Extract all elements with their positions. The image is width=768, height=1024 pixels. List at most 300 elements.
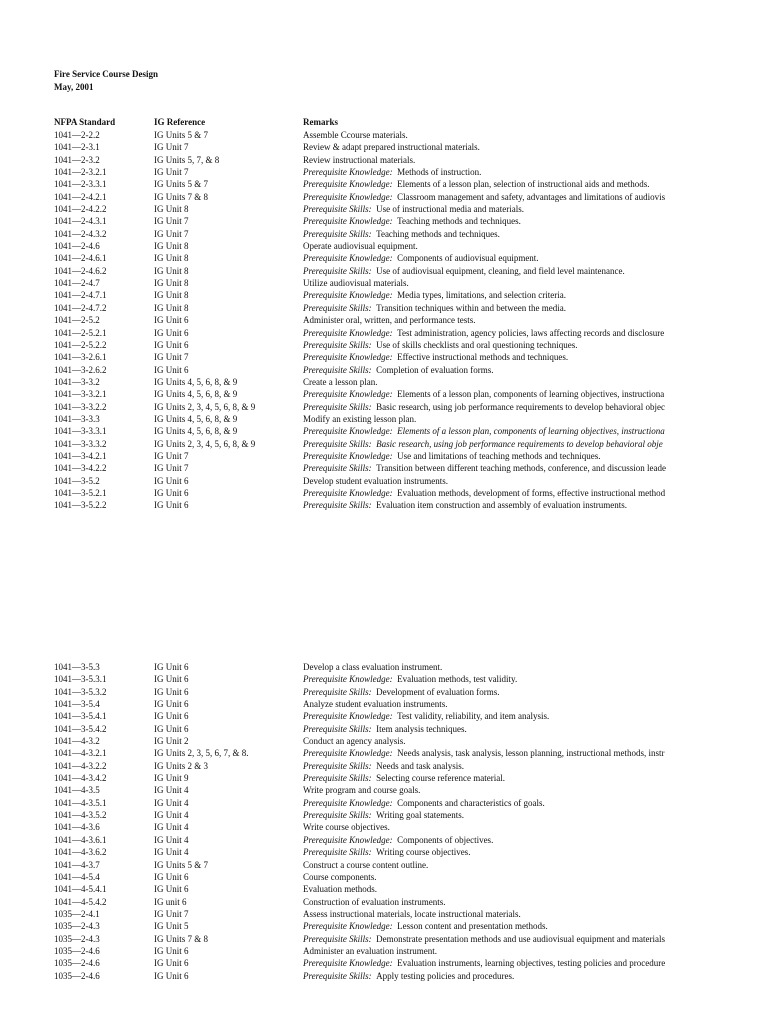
reference-cell: IG Units 5 & 7 (154, 130, 208, 140)
table-row (0, 191, 768, 203)
standard-cell: 1041—3-3.2.1 (54, 389, 107, 400)
table-top (0, 129, 768, 512)
remarks-cell (303, 673, 693, 685)
remarks-cell (303, 203, 693, 215)
standard-cell: 1041—3-5.4 (54, 699, 100, 710)
table-row (0, 388, 768, 400)
reference-cell: IG Unit 6 (154, 958, 189, 969)
remarks-lead: Prerequisite Skills: (303, 500, 372, 511)
table-row (0, 215, 768, 227)
standard-cell: 1041—4-3.5 (54, 785, 100, 796)
reference-cell: IG Unit 4 (154, 834, 189, 845)
table-row (0, 401, 768, 413)
remarks-cell (303, 289, 693, 301)
remarks-lead: Prerequisite Knowledge: (303, 426, 393, 437)
reference-cell: IG Unit 7 (154, 216, 189, 227)
table-row (0, 327, 768, 339)
remarks-text: Evaluation item construction and assembly of evaluation instruments. (376, 500, 628, 511)
remarks-text: Transition techniques within and between the media. (376, 302, 566, 313)
remarks-text: Teaching methods and techniques. (397, 216, 521, 227)
remarks-text: Selecting course reference material. (376, 773, 506, 784)
remarks-lead: Prerequisite Skills: (303, 302, 372, 313)
remarks-cell (303, 265, 693, 277)
reference-cell: IG Unit 6 (154, 364, 189, 375)
document-title: Fire Service Course Design (54, 69, 159, 79)
reference-cell: IG Units 7 & 8 (154, 191, 208, 202)
standard-cell: 1041—2-4.2.1 (54, 191, 107, 202)
header-remarks: Remarks (303, 117, 338, 127)
remarks-cell (303, 240, 693, 252)
standard-cell: 1041—4-5.4.2 (54, 896, 107, 907)
remarks-text: Elements of a lesson plan, components of learning objectives, instructiona (397, 389, 665, 400)
table-row (0, 289, 768, 301)
remarks-cell (303, 710, 693, 722)
reference-cell: IG Unit 6 (154, 662, 189, 672)
remarks-lead: Prerequisite Skills: (303, 204, 372, 215)
remarks-cell (303, 154, 693, 166)
reference-cell: IG Unit 8 (154, 290, 189, 301)
remarks-text: Item analysis techniques. (376, 723, 467, 734)
remarks-cell (303, 252, 693, 264)
remarks-lead: Prerequisite Knowledge: (303, 834, 393, 845)
reference-cell: IG Unit 6 (154, 686, 189, 697)
standard-cell: 1041—4-3.6 (54, 822, 100, 833)
table-row (0, 772, 768, 784)
table-row (0, 351, 768, 363)
standard-cell: 1041—4-3.6.1 (54, 834, 107, 845)
standard-cell: 1041—3-2.6.1 (54, 352, 107, 363)
table-row (0, 462, 768, 474)
remarks-text: Use of instructional media and materials. (376, 204, 525, 215)
standard-cell: 1041—4-3.6.2 (54, 847, 107, 858)
table-row (0, 228, 768, 240)
remarks-cell (303, 388, 693, 400)
standard-cell: 1041—2-3.1 (54, 142, 100, 153)
remarks-lead: Prerequisite Knowledge: (303, 450, 393, 461)
remarks-cell (303, 277, 693, 289)
remarks-cell (303, 735, 693, 747)
table-row (0, 413, 768, 425)
remarks-text: Test administration, agency policies, laws affecting records and disclosure (397, 327, 665, 338)
remarks-lead: Prerequisite Knowledge: (303, 179, 393, 190)
reference-cell: IG Unit 7 (154, 463, 189, 474)
remarks-lead: Prerequisite Skills: (303, 265, 372, 276)
reference-cell: IG Units 2, 3, 4, 5, 6, 8, & 9 (154, 401, 256, 412)
standard-cell: 1041—3-3.3.2 (54, 438, 107, 449)
remarks-lead: Prerequisite Knowledge: (303, 191, 393, 202)
standard-cell: 1041—3-5.4.1 (54, 711, 107, 722)
remarks-cell (303, 376, 693, 388)
remarks-text: Construct a course content outline. (303, 859, 429, 870)
remarks-lead: Prerequisite Skills: (303, 463, 372, 474)
header-reference: IG Reference (154, 117, 206, 127)
reference-cell: IG Unit 9 (154, 773, 189, 784)
remarks-lead: Prerequisite Knowledge: (303, 167, 393, 178)
remarks-text: Assess instructional materials, locate instructional materials. (303, 908, 521, 919)
remarks-text: Develop student evaluation instruments. (303, 475, 448, 486)
remarks-cell (303, 871, 693, 883)
remarks-cell (303, 425, 693, 437)
reference-cell: IG Unit 7 (154, 167, 189, 178)
remarks-lead: Prerequisite Knowledge: (303, 352, 393, 363)
standard-cell: 1041—2-4.3.1 (54, 216, 107, 227)
table-row (0, 871, 768, 883)
remarks-cell (303, 661, 693, 673)
remarks-text: Writing course objectives. (376, 847, 471, 858)
remarks-text: Elements of a lesson plan, components of learning objectives, instructiona (397, 426, 665, 437)
table-row (0, 859, 768, 871)
remarks-lead: Prerequisite Skills: (303, 401, 372, 412)
table-row (0, 339, 768, 351)
remarks-text: Writing goal statements. (376, 810, 464, 821)
table-row (0, 277, 768, 289)
table-row (0, 784, 768, 796)
table-row (0, 957, 768, 969)
remarks-text: Evaluation methods, development of forms, effective instructional method (397, 487, 666, 498)
table-row (0, 141, 768, 153)
remarks-cell (303, 191, 693, 203)
remarks-text: Modify an existing lesson plan. (303, 413, 417, 424)
remarks-text: Evaluation instruments, learning objectives, testing policies and procedure (397, 958, 666, 969)
remarks-text: Teaching methods and techniques. (376, 228, 500, 239)
standard-cell: 1041—4-5.4.1 (54, 884, 107, 895)
remarks-lead: Prerequisite Knowledge: (303, 711, 393, 722)
standard-cell: 1041—2-4.2.2 (54, 204, 107, 215)
table-row (0, 933, 768, 945)
remarks-cell (303, 933, 693, 945)
remarks-cell (303, 129, 693, 141)
remarks-lead: Prerequisite Skills: (303, 438, 372, 449)
remarks-text: Classroom management and safety, advantages and limitations of audiovis (397, 191, 666, 202)
standard-cell: 1041—2-4.6.2 (54, 265, 107, 276)
reference-cell: IG Units 2, 3, 5, 6, 7, & 8. (154, 748, 249, 759)
table-row (0, 710, 768, 722)
reference-cell: IG Units 2, 3, 4, 5, 6, 8, & 9 (154, 438, 256, 449)
table-row (0, 821, 768, 833)
remarks-text: Apply testing policies and procedures. (376, 970, 515, 981)
table-row (0, 154, 768, 166)
reference-cell: IG Unit 8 (154, 278, 189, 289)
document-date: May, 2001 (54, 82, 94, 92)
standard-cell: 1041—3-5.2 (54, 475, 100, 486)
reference-cell: IG Unit 8 (154, 302, 189, 313)
remarks-cell (303, 215, 693, 227)
remarks-cell (303, 698, 693, 710)
standard-cell: 1041—3-3.2 (54, 376, 100, 387)
table-row (0, 760, 768, 772)
remarks-lead: Prerequisite Skills: (303, 723, 372, 734)
reference-cell: IG Unit 6 (154, 871, 189, 882)
reference-cell: IG Unit 8 (154, 265, 189, 276)
table-row (0, 302, 768, 314)
remarks-text: Review & adapt prepared instructional materials. (303, 142, 480, 153)
remarks-cell (303, 302, 693, 314)
reference-cell: IG Unit 6 (154, 339, 189, 350)
standard-cell: 1041—2-3.2.1 (54, 167, 107, 178)
standard-cell: 1041—2-5.2.1 (54, 327, 107, 338)
remarks-lead: Prerequisite Skills: (303, 970, 372, 981)
reference-cell: IG Unit 6 (154, 711, 189, 722)
remarks-text: Operate audiovisual equipment. (303, 241, 418, 252)
table-row (0, 797, 768, 809)
table-row (0, 723, 768, 735)
remarks-cell (303, 747, 693, 759)
standard-cell: 1035—2-4.3 (54, 933, 100, 944)
reference-cell: IG Unit 4 (154, 847, 189, 858)
table-row (0, 475, 768, 487)
table-row (0, 883, 768, 895)
table-bottom (0, 661, 768, 982)
standard-cell: 1035—2-4.6 (54, 958, 100, 969)
table-row (0, 908, 768, 920)
standard-cell: 1041—3-5.4.2 (54, 723, 107, 734)
remarks-text: Use and limitations of teaching methods and techniques. (397, 450, 601, 461)
reference-cell: IG Unit 6 (154, 327, 189, 338)
remarks-text: Course components. (303, 871, 377, 882)
standard-cell: 1041—3-5.3 (54, 662, 100, 672)
remarks-cell (303, 908, 693, 920)
reference-cell: IG Units 4, 5, 6, 8, & 9 (154, 426, 238, 437)
remarks-text: Administer an evaluation instrument. (303, 945, 437, 956)
remarks-text: Elements of a lesson plan, selection of instructional aids and methods. (397, 179, 650, 190)
remarks-lead: Prerequisite Skills: (303, 686, 372, 697)
reference-cell: IG Unit 8 (154, 241, 189, 252)
remarks-lead: Prerequisite Knowledge: (303, 253, 393, 264)
reference-cell: IG Units 4, 5, 6, 8, & 9 (154, 389, 238, 400)
header-standard: NFPA Standard (54, 117, 116, 127)
remarks-lead: Prerequisite Knowledge: (303, 674, 393, 685)
remarks-cell (303, 401, 693, 413)
reference-cell: IG Unit 5 (154, 921, 189, 932)
reference-cell: IG Units 4, 5, 6, 8, & 9 (154, 376, 238, 387)
table-row (0, 314, 768, 326)
table-row (0, 487, 768, 499)
table-row (0, 166, 768, 178)
remarks-cell (303, 314, 693, 326)
reference-cell: IG Unit 8 (154, 204, 189, 215)
reference-cell: IG Unit 6 (154, 674, 189, 685)
remarks-text: Needs analysis, task analysis, lesson planning, instructional methods, instr (397, 748, 665, 759)
standard-cell: 1041—4-3.5.2 (54, 810, 107, 821)
table-row (0, 425, 768, 437)
standard-cell: 1035—2-4.3 (54, 921, 100, 932)
remarks-text: Use of audiovisual equipment, cleaning, and field level maintenance. (376, 265, 625, 276)
standard-cell: 1035—2-4.6 (54, 970, 100, 981)
standard-cell: 1041—3-5.3.1 (54, 674, 107, 685)
reference-cell: IG Unit 6 (154, 723, 189, 734)
remarks-text: Components of objectives. (397, 834, 494, 845)
remarks-lead: Prerequisite Skills: (303, 760, 372, 771)
remarks-lead: Prerequisite Skills: (303, 810, 372, 821)
remarks-lead: Prerequisite Knowledge: (303, 216, 393, 227)
remarks-text: Write course objectives. (303, 822, 390, 833)
remarks-cell (303, 859, 693, 871)
reference-cell: IG Unit 6 (154, 475, 189, 486)
reference-cell: IG Unit 4 (154, 797, 189, 808)
table-row (0, 450, 768, 462)
table-row (0, 698, 768, 710)
standard-cell: 1035—2-4.1 (54, 908, 100, 919)
reference-cell: IG unit 6 (154, 896, 187, 907)
table-row (0, 735, 768, 747)
standard-cell: 1041—3-5.2.2 (54, 500, 107, 511)
remarks-text: Conduct an agency analysis. (303, 736, 406, 747)
remarks-text: Methods of instruction. (397, 167, 482, 178)
table-row (0, 438, 768, 450)
remarks-text: Development of evaluation forms. (376, 686, 500, 697)
remarks-cell (303, 141, 693, 153)
remarks-cell (303, 920, 693, 932)
standard-cell: 1041—4-3.2.1 (54, 748, 107, 759)
table-row (0, 920, 768, 932)
table-row (0, 673, 768, 685)
remarks-cell (303, 487, 693, 499)
remarks-cell (303, 723, 693, 735)
remarks-cell (303, 364, 693, 376)
remarks-text: Effective instructional methods and techniques. (397, 352, 569, 363)
reference-cell: IG Unit 4 (154, 785, 189, 796)
remarks-cell (303, 797, 693, 809)
table-row (0, 834, 768, 846)
standard-cell: 1041—3-3.3 (54, 413, 100, 424)
remarks-text: Use of skills checklists and oral questioning techniques. (376, 339, 578, 350)
remarks-text: Construction of evaluation instruments. (303, 896, 446, 907)
standard-cell: 1041—4-3.4.2 (54, 773, 107, 784)
remarks-text: Evaluation methods. (303, 884, 377, 895)
standard-cell: 1041—2-3.3.1 (54, 179, 107, 190)
reference-cell: IG Unit 7 (154, 142, 189, 153)
remarks-lead: Prerequisite Knowledge: (303, 327, 393, 338)
standard-cell: 1041—2-4.6.1 (54, 253, 107, 264)
remarks-cell (303, 945, 693, 957)
standard-cell: 1041—2-5.2.2 (54, 339, 107, 350)
reference-cell: IG Unit 7 (154, 908, 189, 919)
standard-cell: 1041—3-4.2.1 (54, 450, 107, 461)
remarks-text: Assemble Ccourse materials. (303, 130, 408, 140)
remarks-text: Completion of evaluation forms. (376, 364, 494, 375)
remarks-cell (303, 686, 693, 698)
remarks-text: Components and characteristics of goals. (397, 797, 545, 808)
reference-cell: IG Unit 7 (154, 352, 189, 363)
standard-cell: 1041—2-3.2 (54, 154, 100, 165)
table-row (0, 747, 768, 759)
remarks-lead: Prerequisite Skills: (303, 773, 372, 784)
reference-cell: IG Units 7 & 8 (154, 933, 208, 944)
remarks-text: Transition between different teaching methods, conference, and discussion leade (376, 463, 666, 474)
remarks-cell (303, 327, 693, 339)
remarks-cell (303, 834, 693, 846)
remarks-text: Basic research, using job performance requirements to develop behavioral obje (376, 438, 663, 449)
standard-cell: 1041—2-4.7 (54, 278, 100, 289)
remarks-cell (303, 957, 693, 969)
remarks-text: Develop a class evaluation instrument. (303, 662, 443, 672)
standard-cell: 1041—3-2.6.2 (54, 364, 107, 375)
remarks-cell (303, 450, 693, 462)
remarks-cell (303, 339, 693, 351)
remarks-cell (303, 462, 693, 474)
reference-cell: IG Unit 4 (154, 810, 189, 821)
remarks-lead: Prerequisite Knowledge: (303, 487, 393, 498)
remarks-cell (303, 809, 693, 821)
table-row (0, 970, 768, 982)
table-row (0, 178, 768, 190)
remarks-text: Evaluation methods, test validity. (397, 674, 518, 685)
remarks-cell (303, 351, 693, 363)
remarks-lead: Prerequisite Knowledge: (303, 921, 393, 932)
table-row (0, 129, 768, 141)
remarks-lead: Prerequisite Knowledge: (303, 797, 393, 808)
standard-cell: 1041—3-4.2.2 (54, 463, 107, 474)
reference-cell: IG Units 5 & 7 (154, 859, 208, 870)
remarks-lead: Prerequisite Skills: (303, 933, 372, 944)
standard-cell: 1041—2-4.7.2 (54, 302, 107, 313)
reference-cell: IG Unit 2 (154, 736, 189, 747)
remarks-cell (303, 846, 693, 858)
remarks-cell (303, 760, 693, 772)
remarks-text: Components of audiovisual equipment. (397, 253, 539, 264)
standard-cell: 1041—4-5.4 (54, 871, 100, 882)
table-row (0, 265, 768, 277)
reference-cell: IG Units 5, 7, & 8 (154, 154, 220, 165)
standard-cell: 1041—3-5.2.1 (54, 487, 107, 498)
remarks-cell (303, 821, 693, 833)
remarks-cell (303, 499, 693, 511)
reference-cell: IG Unit 6 (154, 945, 189, 956)
remarks-cell (303, 475, 693, 487)
remarks-text: Media types, limitations, and selection criteria. (397, 290, 567, 301)
remarks-lead: Prerequisite Skills: (303, 364, 372, 375)
remarks-lead: Prerequisite Skills: (303, 228, 372, 239)
remarks-cell (303, 413, 693, 425)
table-row (0, 376, 768, 388)
remarks-text: Write program and course goals. (303, 785, 421, 796)
remarks-text: Analyze student evaluation instruments. (303, 699, 448, 710)
table-row (0, 240, 768, 252)
reference-cell: IG Units 4, 5, 6, 8, & 9 (154, 413, 238, 424)
remarks-text: Needs and task analysis. (376, 760, 465, 771)
remarks-text: Review instructional materials. (303, 154, 416, 165)
remarks-lead: Prerequisite Skills: (303, 847, 372, 858)
remarks-cell (303, 784, 693, 796)
standard-cell: 1041—2-4.7.1 (54, 290, 107, 301)
remarks-cell (303, 772, 693, 784)
standard-cell: 1041—3-5.3.2 (54, 686, 107, 697)
standard-cell: 1041—3-3.2.2 (54, 401, 107, 412)
remarks-cell (303, 228, 693, 240)
standard-cell: 1041—4-3.5.1 (54, 797, 107, 808)
standard-cell: 1041—4-3.7 (54, 859, 100, 870)
standard-cell: 1041—2-4.6 (54, 241, 100, 252)
remarks-cell (303, 883, 693, 895)
standard-cell: 1041—2-2.2 (54, 130, 100, 140)
reference-cell: IG Unit 6 (154, 500, 189, 511)
reference-cell: IG Unit 4 (154, 822, 189, 833)
table-row (0, 661, 768, 673)
reference-cell: IG Units 5 & 7 (154, 179, 208, 190)
remarks-text: Administer oral, written, and performance tests. (303, 315, 476, 326)
remarks-text: Lesson content and presentation methods. (397, 921, 548, 932)
remarks-cell (303, 178, 693, 190)
remarks-cell (303, 970, 693, 982)
remarks-text: Test validity, reliability, and item analysis. (397, 711, 550, 722)
remarks-text: Demonstrate presentation methods and use audiovisual equipment and materials (376, 933, 666, 944)
table-row (0, 809, 768, 821)
remarks-lead: Prerequisite Skills: (303, 339, 372, 350)
standard-cell: 1041—4-3.2 (54, 736, 100, 747)
reference-cell: IG Unit 6 (154, 970, 189, 981)
standard-cell: 1041—2-4.3.2 (54, 228, 107, 239)
reference-cell: IG Units 2 & 3 (154, 760, 208, 771)
